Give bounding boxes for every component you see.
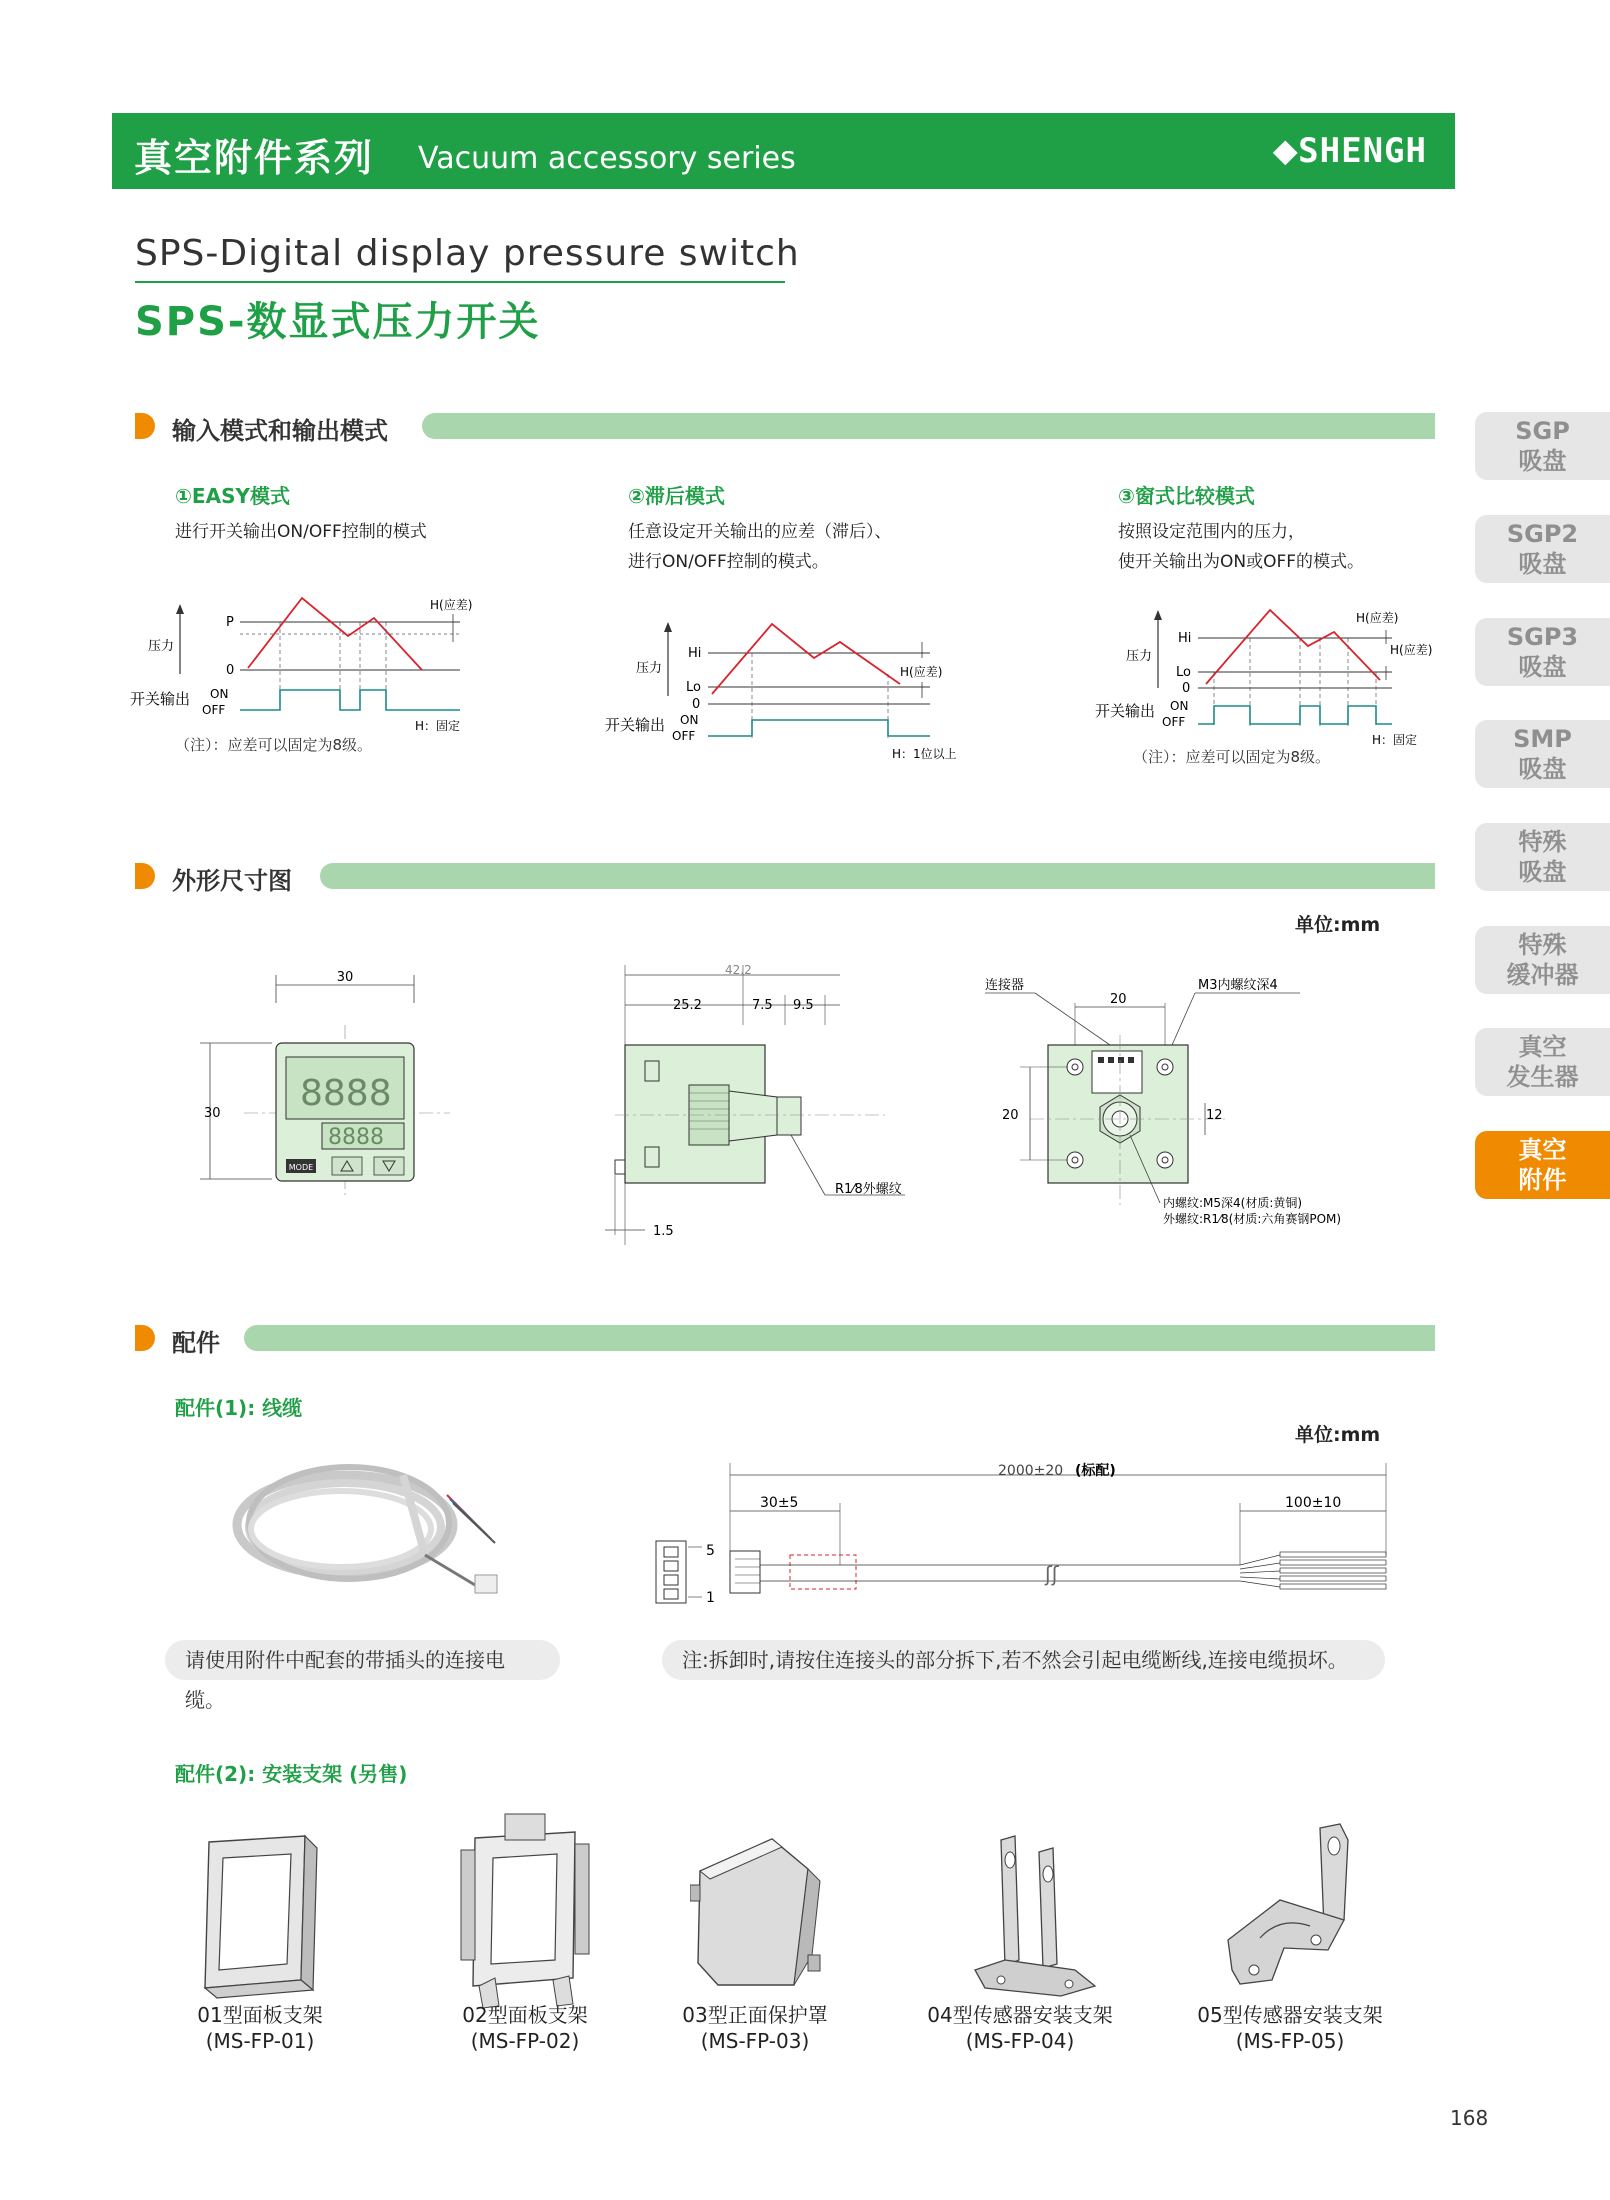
bracket-05-image bbox=[1220, 1820, 1370, 2000]
mode1-p-label: P bbox=[226, 615, 234, 630]
bracket-01-code: (MS-FP-01) bbox=[205, 2029, 315, 2053]
side-tab-line2: 吸盘 bbox=[1518, 755, 1567, 783]
side-tab-line1: SGP3 bbox=[1506, 623, 1579, 651]
mode2-hi-label: Hi bbox=[688, 646, 702, 661]
side-tab-sgp2[interactable] bbox=[1475, 515, 1610, 583]
side-tab-line1: SGP2 bbox=[1506, 520, 1579, 548]
side-tab-line1: 特殊 bbox=[1518, 931, 1567, 959]
mode1-yaxis: 压力 bbox=[147, 639, 174, 654]
bracket-04-caption bbox=[900, 2002, 1140, 2054]
side-view-drawing bbox=[585, 965, 915, 1245]
side-tab-line1: SMP bbox=[1513, 725, 1572, 753]
side-tab-smp[interactable] bbox=[1475, 720, 1610, 788]
mode3-yaxis: 压力 bbox=[1125, 649, 1152, 664]
header-banner bbox=[112, 113, 1455, 189]
bracket-01-image bbox=[195, 1830, 335, 2000]
mode3-note: （注）：应差可以固定为8级。 bbox=[1133, 748, 1331, 766]
side-tab-sgp[interactable] bbox=[1475, 412, 1610, 480]
bracket-04-code: (MS-FP-04) bbox=[965, 2029, 1075, 2053]
side-tab-line2: 缓冲器 bbox=[1506, 961, 1579, 989]
side-tab-special-buffer[interactable] bbox=[1475, 926, 1610, 994]
back-m3-label: M3内螺纹深4 bbox=[1198, 978, 1278, 993]
side-t-dim: 1.5 bbox=[653, 1224, 674, 1239]
mode2-h-label: H(应差) bbox=[900, 665, 943, 679]
bracket-05-code: (MS-FP-05) bbox=[1235, 2029, 1345, 2053]
mode2-on-label: ON bbox=[680, 713, 699, 727]
section-bar bbox=[422, 413, 1435, 439]
side-total-dim: 42.2 bbox=[725, 965, 752, 977]
section-title-modes: 输入模式和输出模式 bbox=[172, 417, 388, 445]
bracket-01-caption bbox=[150, 2002, 370, 2054]
bracket-05-caption bbox=[1170, 2002, 1410, 2054]
mode1-desc: 进行开关输出ON/OFF控制的模式 bbox=[175, 522, 427, 542]
mode3-on-label: ON bbox=[1170, 699, 1189, 713]
side-tab-vacuum-accessory[interactable] bbox=[1475, 1131, 1610, 1199]
mode3-zero-label: 0 bbox=[1182, 681, 1191, 696]
side-d2-dim: 7.5 bbox=[752, 998, 773, 1013]
mode1-output-label: 开关输出 bbox=[130, 690, 191, 708]
bracket-01-name: 01型面板支架 bbox=[197, 2003, 323, 2027]
back-h-dim: 20 bbox=[1002, 1108, 1019, 1123]
title-underline bbox=[135, 281, 785, 283]
section-bar bbox=[244, 1325, 1435, 1351]
mode2-title: ②滞后模式 bbox=[628, 484, 725, 508]
mode3-desc2: 使开关输出为ON或OFF的模式。 bbox=[1118, 552, 1365, 572]
back-c-dim: 12 bbox=[1206, 1108, 1223, 1123]
svg-text:ʃʃ: ʃʃ bbox=[1045, 1562, 1059, 1586]
mode1-h-label: H(应差) bbox=[430, 598, 473, 612]
side-tab-line2: 吸盘 bbox=[1518, 858, 1567, 886]
bracket-04-image bbox=[965, 1830, 1105, 2000]
mode3-desc1: 按照设定范围内的压力， bbox=[1118, 522, 1305, 542]
bracket-03-caption bbox=[640, 2002, 870, 2054]
side-tab-vacuum-generator[interactable] bbox=[1475, 1028, 1610, 1096]
mode2-desc1: 任意设定开关输出的应差（滞后）、 bbox=[628, 522, 892, 542]
mode1-on-label: ON bbox=[210, 687, 229, 701]
window-mode-diagram bbox=[1090, 604, 1450, 754]
svg-text:8888: 8888 bbox=[328, 1125, 384, 1150]
svg-text:8888: 8888 bbox=[300, 1073, 392, 1114]
side-tab-line2: 吸盘 bbox=[1518, 447, 1567, 475]
header-title-cn: 真空附件系列 bbox=[134, 136, 375, 180]
mode3-h2-label: H(应差) bbox=[1390, 643, 1433, 657]
section-bar bbox=[320, 863, 1435, 889]
mode1-title: ①EASY模式 bbox=[175, 484, 290, 508]
section-marker bbox=[135, 1325, 155, 1351]
mode2-zero-label: 0 bbox=[692, 697, 701, 712]
mode3-hi-label: Hi bbox=[1178, 631, 1192, 646]
section-marker bbox=[135, 413, 155, 439]
back-inner-thread: 内螺纹:M5深4(材质:黄铜) bbox=[1163, 1196, 1303, 1210]
mode1-note: （注）：应差可以固定为8级。 bbox=[175, 736, 373, 754]
bracket-03-name: 03型正面保护罩 bbox=[682, 2003, 828, 2027]
mode1-foot: H：固定 bbox=[415, 719, 461, 733]
side-tab-line1: 真空 bbox=[1518, 1033, 1567, 1061]
side-tab-line1: SGP bbox=[1515, 417, 1570, 445]
side-thread-label: R1⁄8外螺纹 bbox=[835, 1182, 902, 1197]
bracket-04-name: 04型传感器安装支架 bbox=[927, 2003, 1113, 2027]
cable-right-dim: 100±10 bbox=[1285, 1495, 1342, 1511]
mode3-title: ③窗式比较模式 bbox=[1118, 484, 1255, 508]
mode2-yaxis: 压力 bbox=[635, 661, 662, 676]
mode3-lo-label: Lo bbox=[1176, 665, 1191, 680]
accessory2-title: 配件(2): 安装支架 (另售) bbox=[175, 1762, 408, 1786]
mode3-output-label: 开关输出 bbox=[1095, 702, 1156, 720]
hysteresis-mode-diagram bbox=[600, 612, 990, 772]
brand-logo-text: SHENGH bbox=[1298, 131, 1427, 171]
side-tab-line2: 吸盘 bbox=[1518, 550, 1567, 578]
bracket-03-code: (MS-FP-03) bbox=[700, 2029, 810, 2053]
mode2-off-label: OFF bbox=[672, 729, 696, 743]
section-title-accessories: 配件 bbox=[172, 1329, 220, 1357]
mode1-zero-label: 0 bbox=[226, 663, 235, 678]
mode2-lo-label: Lo bbox=[686, 680, 701, 695]
cable-total-dim: 2000±20 bbox=[998, 1463, 1064, 1479]
cable-total-note: (标配) bbox=[1075, 1463, 1116, 1479]
side-tab-sgp3[interactable] bbox=[1475, 618, 1610, 686]
bracket-02-name: 02型面板支架 bbox=[462, 2003, 588, 2027]
mode2-output-label: 开关输出 bbox=[605, 716, 666, 734]
accessory1-title: 配件(1): 线缆 bbox=[175, 1396, 303, 1420]
front-height-dim: 30 bbox=[204, 1106, 221, 1121]
bracket-02-image bbox=[455, 1810, 595, 2010]
side-tab-line2: 发生器 bbox=[1506, 1063, 1579, 1091]
side-tab-line2: 吸盘 bbox=[1518, 653, 1567, 681]
front-view-drawing bbox=[190, 965, 460, 1195]
side-d1-dim: 25.2 bbox=[673, 998, 702, 1013]
cable-left-dim: 30±5 bbox=[760, 1495, 799, 1511]
mode3-off-label: OFF bbox=[1162, 715, 1186, 729]
bracket-05-name: 05型传感器安装支架 bbox=[1197, 2003, 1383, 2027]
cable-drawing bbox=[640, 1455, 1410, 1625]
bracket-02-caption bbox=[415, 2002, 635, 2054]
page-number: 168 bbox=[1450, 2106, 1489, 2130]
mode1-off-label: OFF bbox=[202, 703, 226, 717]
product-title-cn: SPS-数显式压力开关 bbox=[135, 299, 541, 345]
section-marker bbox=[135, 863, 155, 889]
cable-pin-top: 5 bbox=[706, 1543, 715, 1559]
cable-pin-bottom: 1 bbox=[706, 1590, 715, 1606]
cable-photo bbox=[225, 1435, 515, 1635]
front-width-dim: 30 bbox=[336, 970, 354, 985]
side-tab-line1: 特殊 bbox=[1518, 828, 1567, 856]
mode3-foot: H：固定 bbox=[1372, 733, 1418, 747]
side-tab-line2: 附件 bbox=[1518, 1166, 1567, 1194]
front-mode-button: MODE bbox=[288, 1163, 314, 1172]
side-tab-line1: 真空 bbox=[1518, 1136, 1567, 1164]
cable-note-right: 注:拆卸时,请按住连接头的部分拆下,若不然会引起电缆断线,连接电缆损坏。 bbox=[662, 1640, 1385, 1680]
brand-logo: ⬥SHENGH bbox=[1273, 131, 1427, 171]
cable-note-left: 请使用附件中配套的带插头的连接电缆。 bbox=[165, 1640, 560, 1680]
back-connector-label: 连接器 bbox=[985, 978, 1025, 993]
bracket-02-code: (MS-FP-02) bbox=[470, 2029, 580, 2053]
mode3-h1-label: H(应差) bbox=[1356, 611, 1399, 625]
back-outer-thread: 外螺纹:R1⁄8(材质:六角赛钢POM) bbox=[1163, 1212, 1342, 1226]
product-title-en: SPS-Digital display pressure switch bbox=[135, 233, 800, 274]
bracket-03-image bbox=[690, 1835, 830, 1995]
side-tab-special-cup[interactable] bbox=[1475, 823, 1610, 891]
back-view-drawing bbox=[980, 965, 1400, 1235]
back-w-dim: 20 bbox=[1110, 992, 1127, 1007]
dimensions-unit: 单位:mm bbox=[1295, 914, 1381, 936]
mode2-desc2: 进行ON/OFF控制的模式。 bbox=[628, 552, 829, 572]
side-d3-dim: 9.5 bbox=[793, 998, 814, 1013]
accessory1-unit: 单位:mm bbox=[1295, 1424, 1381, 1446]
section-title-dimensions: 外形尺寸图 bbox=[172, 867, 292, 895]
header-title-en: Vacuum accessory series bbox=[418, 141, 796, 176]
mode2-foot: H：1位以上 bbox=[892, 747, 957, 761]
